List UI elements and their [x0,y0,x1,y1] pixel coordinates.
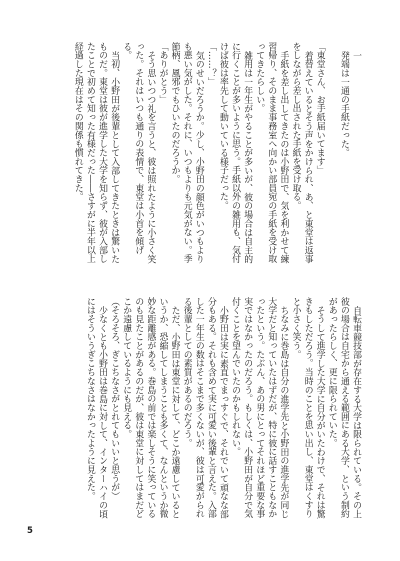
upper-text-block [52,42,362,272]
paragraph: 雑用は一年生がやることが多いが、彼の場合は自主的に行くことが多いように思う。手紙以外の雑用も、気付けば彼は率先して動いている様子だった。 [217,42,253,264]
blank-line [326,42,338,272]
paragraph: そうして進学した大学に自分がいたわけで、それは驚きもしただろう。当時のことを思い出し、東堂はくすりと小さく笑う。 [290,297,325,519]
paragraph: 発端は一通の手紙だった。 [338,50,349,158]
paragraph: 気のせいだろうか。少し、小野田の顔色がいつもよりも悪い気がした。それに、いつもよりも元気がない。季節柄、風邪でもひいたのだろうか。 [169,42,204,264]
paragraph: 着替えているとそう声をかけられ、あ、と東堂は返事をしながら差し出された手紙を受け取る。 [290,42,313,264]
dialogue-line: 「東堂さん、お手紙届いてます」 [314,42,325,175]
paragraph: 手紙を差し出してきたのは小野田で、気を利かせて練習帰り、そのまま事務室へ向かい部員宛の手紙を受け取ってきたらしい。 [254,42,289,264]
inner-thought-line: （そろそろ、ぎこちなさがとれてもいいと思うが） [109,297,120,501]
dialogue-line: 「……？」 [205,42,216,87]
lower-text-block [52,297,362,527]
paragraph: 当初、小野田が後輩として入部してきたときは驚いたものだ。東堂は彼が進学した大学を知らず、彼が入部したことで初めて知った有様だった――さすがに半年以上経過した現在はその関係も慣れてきた。 [72,42,120,264]
paragraph: そう思いつつ礼を言うと、彼は照れたように小さく笑った。それはいつも通りの表情で、東堂は小首を傾げる。 [121,42,156,264]
chapter-number: 一 [351,50,361,60]
dialogue-line: 「ありがとう」 [157,42,168,104]
page-number: 5 [27,526,33,536]
paragraph: ちなみに巻島は自分の進学先と小野田の進学先が同じ大学だと知っていたはずだが、特に彼に話すこともなかったという。たぶん、あの男にとってそれほど重要な事実ではなかったのだろう。もしくは、小野田が自分で気付くことを望んでいたのかもしれない。 [230,297,289,519]
paragraph: 少なくとも小野田は巻島に対して、インターハイの頃にはそういうぎこちなさはなかったように見えた。 [84,297,108,519]
paragraph: 小野田は実に素直でまっすぐで、それでいて頑なな部分もある。それも含めて実に可愛い後輩と言えた。入部した一年生の数はそこまで多くないが、彼は可愛がられる後輩としての素質があるのだろう。 [181,297,228,519]
paragraph: 自転車競技部が存在する大学は限られている。その上彼の場合は自宅から通える範囲にある大学、という制約があったらしく、更に限られていた。 [326,297,361,519]
paragraph: ただ、小野田は東堂に対して、どこか遠慮しているというか、恐縮してしまうことも多くて、なんというか微妙な距離感がある。巻島の前では楽しそうに笑っているのも見たことがあるのだが、彼は東堂に対してはまだどこか遠慮しているようにも見える。 [121,297,180,519]
